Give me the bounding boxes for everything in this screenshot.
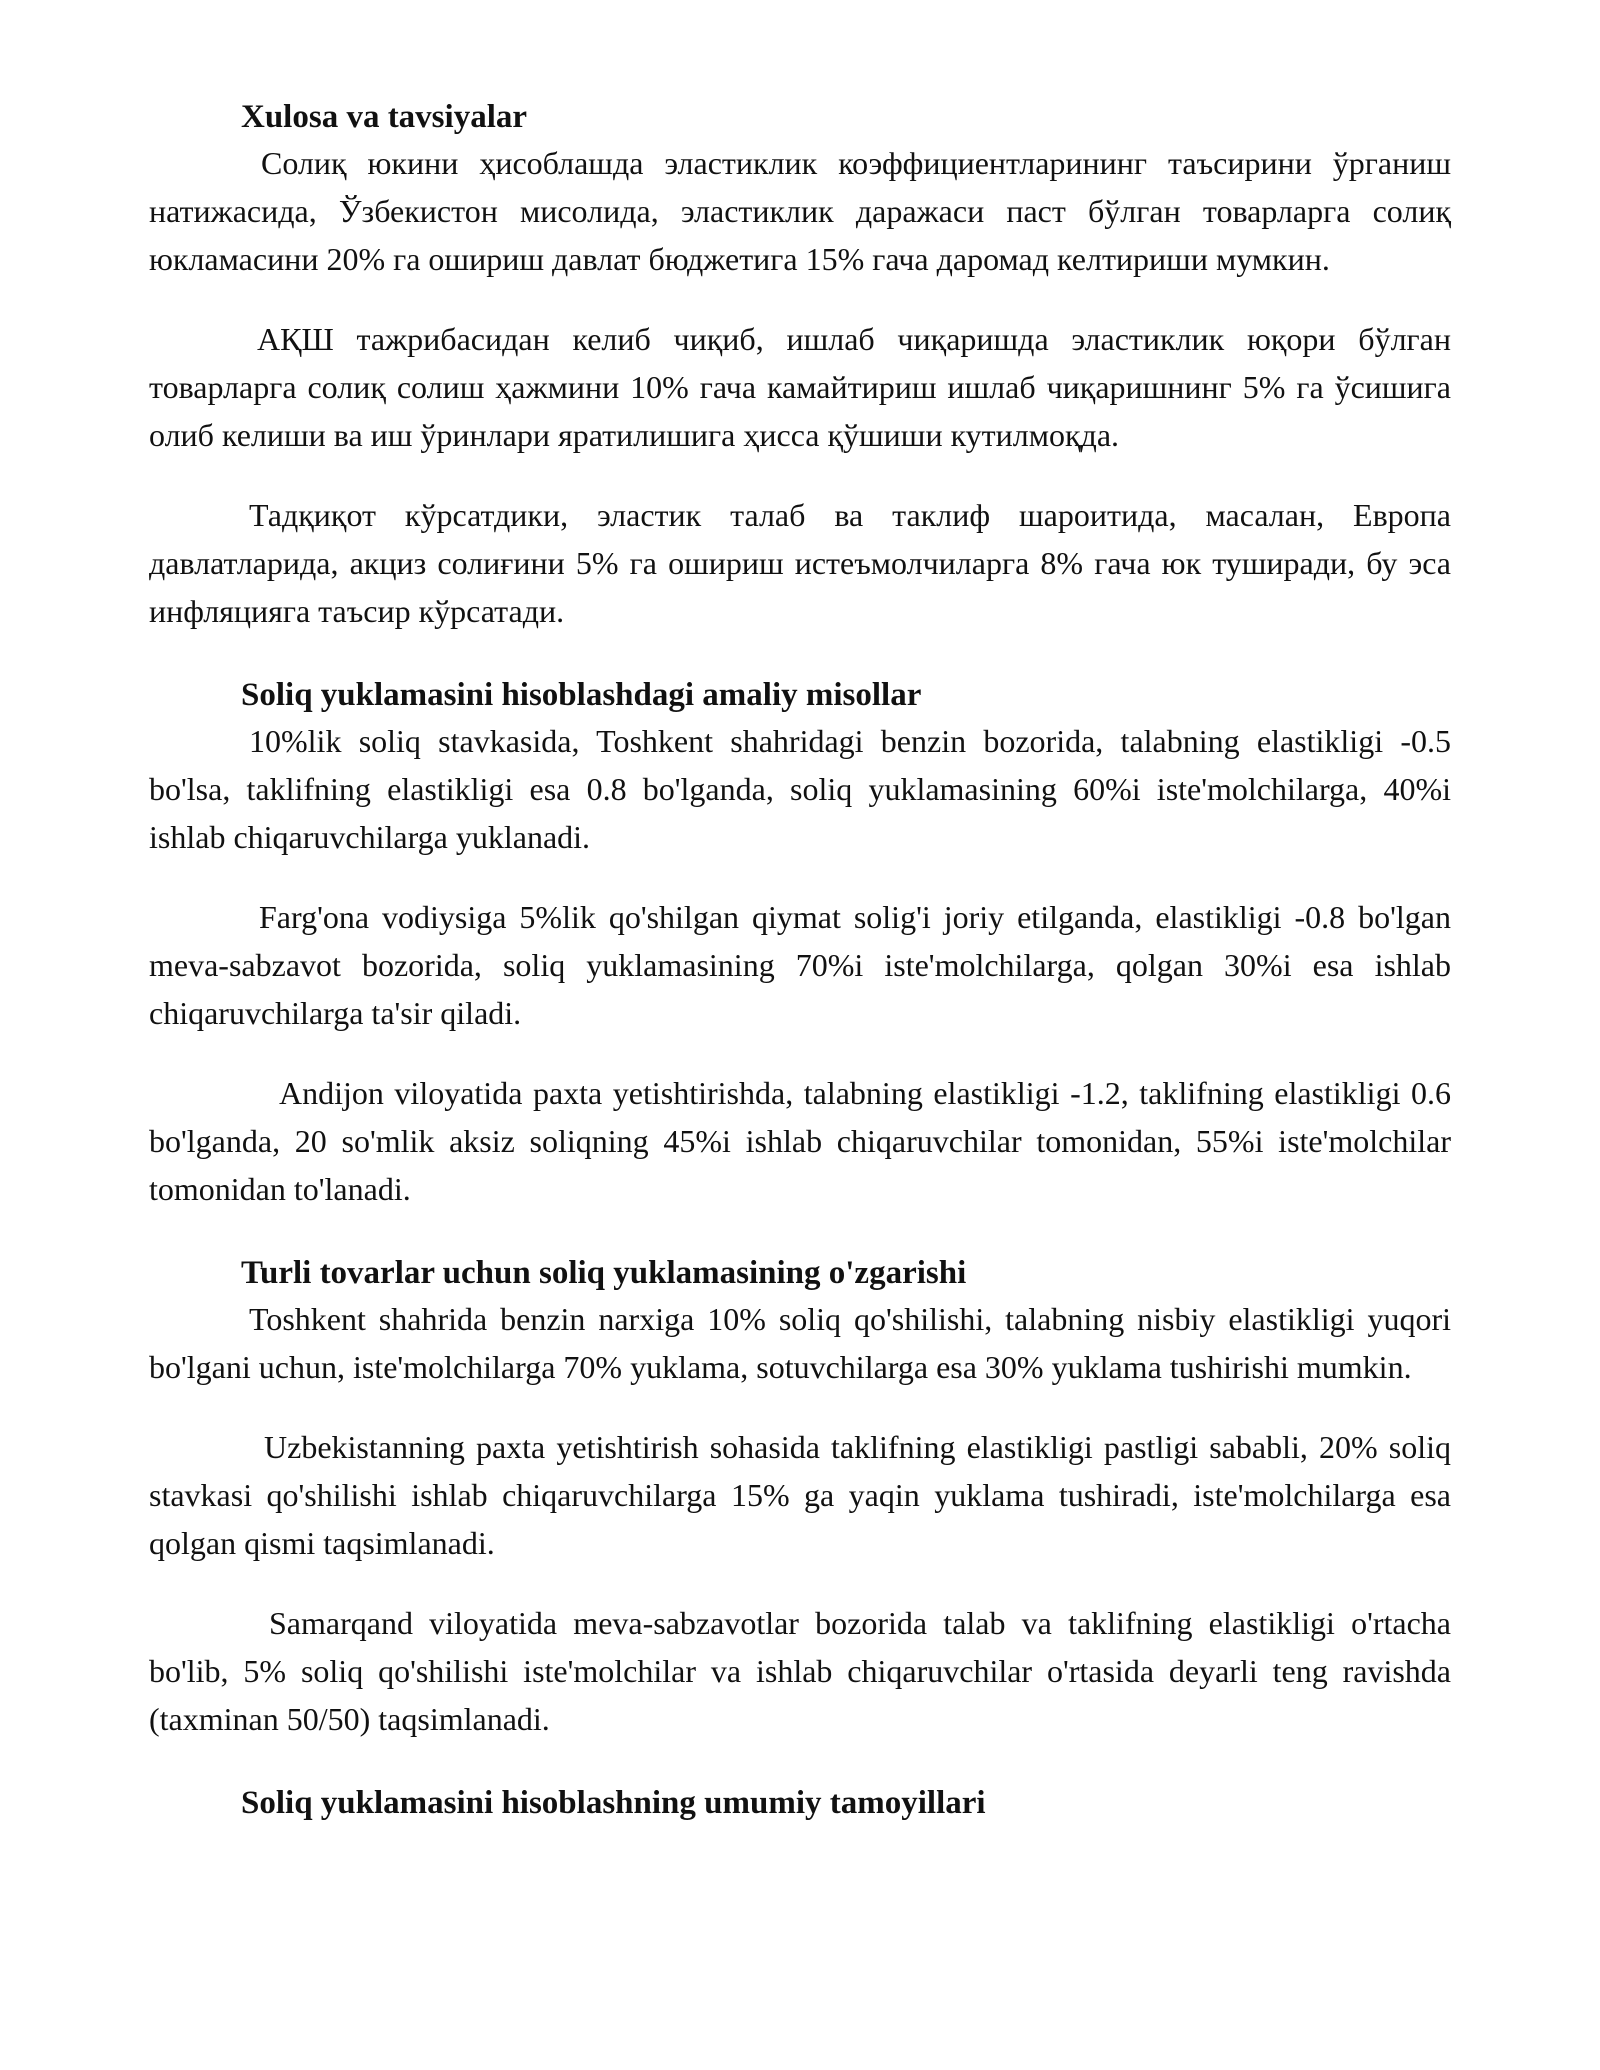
section-heading-tax-burden-change: Turli tovarlar uchun soliq yuklamasining o'zgarishi xyxy=(241,1255,967,1291)
paragraph: АҚШ тажрибасидан келиб чиқиб, ишлаб чиқаришда эластиклик юқори бўлган товарларга солиқ солиш ҳажмини 10% гача камайтириш ишлаб чиқаришнинг 5% га ўсишига олиб келиши ва иш ўринлари яратилишига ҳисса қўшиши кутилмоқда. xyxy=(149,321,1451,453)
paragraph: Тадқиқот кўрсатдики, эластик талаб ва таклиф шароитида, масалан, Европа давлатларида, акциз солиғини 5% га ошириш истеъмолчиларга 8% гача юк туширади, бу эса инфляцияга таъсир кўрсатади. xyxy=(149,497,1451,629)
paragraph: Uzbekistanning paxta yetishtirish sohasida taklifning elastikligi pastligi sababli, 20% soliq stavkasi qo'shilishi ishlab chiqaruvchilarga 15% ga yaqin yuklama tushiradi, iste'molchilarga esa qolgan qismi taqsimlanadi. xyxy=(149,1429,1451,1561)
section-heading-conclusions: Xulosa va tavsiyalar xyxy=(241,99,528,135)
paragraph: Farg'ona vodiysiga 5%lik qo'shilgan qiymat solig'i joriy etilganda, elastikligi -0.8 bo'lgan meva-sabzavot bozorida, soliq yuklamasining 70%i iste'molchilarga, qolgan 30%i esa ishlab chiqaruvchilarga ta'sir qiladi. xyxy=(149,899,1451,1031)
document-page xyxy=(149,95,1451,1825)
section-heading-practical-examples: Soliq yuklamasini hisoblashdagi amaliy misollar xyxy=(241,677,922,713)
paragraph: Andijon viloyatida paxta yetishtirishda, talabning elastikligi -1.2, taklifning elastikligi 0.6 bo'lganda, 20 so'mlik aksiz soliqning 45%i ishlab chiqaruvchilar tomonidan, 55%i iste'molchilar tomonidan to'lanadi. xyxy=(149,1075,1451,1207)
paragraph: Samarqand viloyatida meva-sabzavotlar bozorida talab va taklifning elastikligi o'rtacha bo'lib, 5% soliq qo'shilishi iste'molchilar va ishlab chiqaruvchilar o'rtasida deyarli teng ravishda (taxminan 50/50) taqsimlanadi. xyxy=(149,1605,1451,1737)
paragraph: 10%lik soliq stavkasida, Toshkent shahridagi benzin bozorida, talabning elastikligi -0.5 bo'lsa, taklifning elastikligi esa 0.8 bo'lganda, soliq yuklamasining 60%i iste'molchilarga, 40%i ishlab chiqaruvchilarga yuklanadi. xyxy=(149,723,1451,855)
section-heading-general-principles: Soliq yuklamasini hisoblashning umumiy tamoyillari xyxy=(241,1785,986,1821)
paragraph: Солиқ юкини ҳисоблашда эластиклик коэффициентларининг таъсирини ўрганиш натижасида, Ўзбекистон мисолида, эластиклик даражаси паст бўлган товарларга солиқ юкламасини 20% га ошириш давлат бюджетига 15% гача даромад келтириши мумкин. xyxy=(149,145,1451,277)
paragraph: Toshkent shahrida benzin narxiga 10% soliq qo'shilishi, talabning nisbiy elastikligi yuqori bo'lgani uchun, iste'molchilarga 70% yuklama, sotuvchilarga esa 30% yuklama tushirishi mumkin. xyxy=(149,1301,1451,1385)
